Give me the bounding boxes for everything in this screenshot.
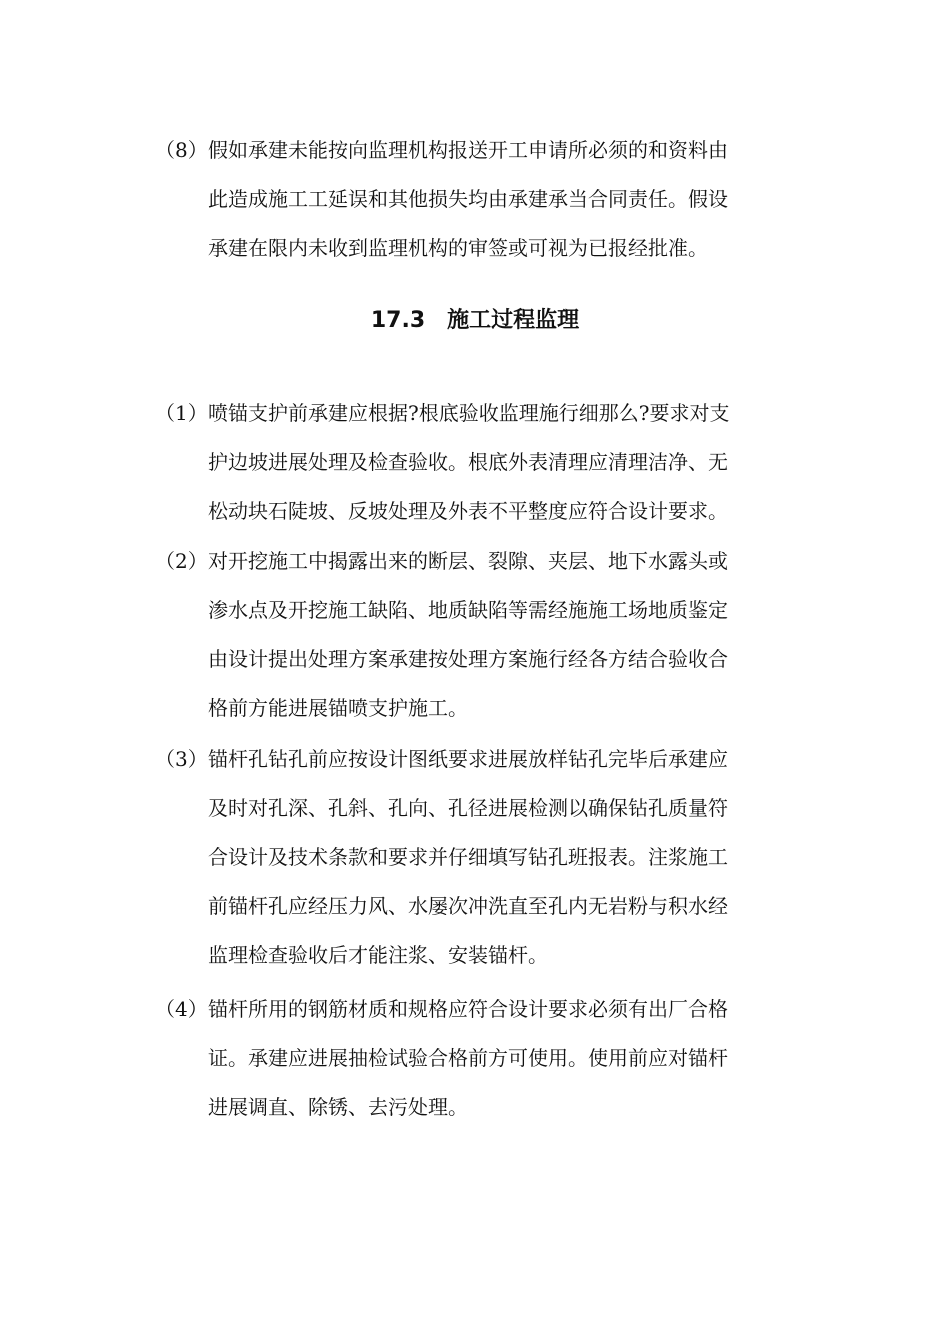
- item-text-line: 松动块石陡坡、反坡处理及外表不平整度应符合设计要求。: [208, 499, 728, 523]
- item-number: （1）: [155, 401, 208, 425]
- item-number: （3）: [155, 747, 208, 771]
- item-text-line: 由设计提出处理方案承建按处理方案施行经各方结合验收合: [208, 647, 728, 671]
- item-text-line: 锚杆孔钻孔前应按设计图纸要求进展放样钻孔完毕后承建应: [208, 747, 728, 771]
- item-text-line: 对开挖施工中揭露出来的断层、裂隙、夹层、地下水露头或: [208, 549, 728, 573]
- item-text-line: 假如承建未能按向监理机构报送开工申请所必须的和资料由: [208, 138, 728, 162]
- item-text-line: 前锚杆孔应经压力风、水屡次冲洗直至孔内无岩粉与积水经: [208, 894, 728, 918]
- item-number: （2）: [155, 549, 208, 573]
- item-text-line: 进展调直、除锈、去污处理。: [208, 1095, 468, 1119]
- item-number: （4）: [155, 997, 208, 1021]
- item-text-line: 格前方能进展锚喷支护施工。: [208, 696, 468, 720]
- item-text-line: 此造成施工工延误和其他损失均由承建承当合同责任。假设: [208, 187, 728, 211]
- item-text-line: 证。承建应进展抽检试验合格前方可使用。使用前应对锚杆: [208, 1046, 728, 1070]
- item-text-line: 喷锚支护前承建应根据?根底验收监理施行细那么?要求对支: [208, 401, 730, 425]
- section-heading: 17.3 施工过程监理: [370, 308, 580, 333]
- item-text-line: 护边坡进展处理及检查验收。根底外表清理应清理洁净、无: [208, 450, 728, 474]
- item-text-line: 监理检查验收后才能注浆、安装锚杆。: [208, 943, 548, 967]
- item-text-line: 及时对孔深、孔斜、孔向、孔径进展检测以确保钻孔质量符: [208, 796, 728, 820]
- item-number: （8）: [155, 138, 208, 162]
- item-text-line: 合设计及技术条款和要求并仔细填写钻孔班报表。注浆施工: [208, 845, 728, 869]
- item-text-line: 锚杆所用的钢筋材质和规格应符合设计要求必须有出厂合格: [208, 997, 728, 1021]
- item-text-line: 渗水点及开挖施工缺陷、地质缺陷等需经施施工场地质鉴定: [208, 598, 728, 622]
- item-text-line: 承建在限内未收到监理机构的审签或可视为已报经批准。: [208, 236, 708, 260]
